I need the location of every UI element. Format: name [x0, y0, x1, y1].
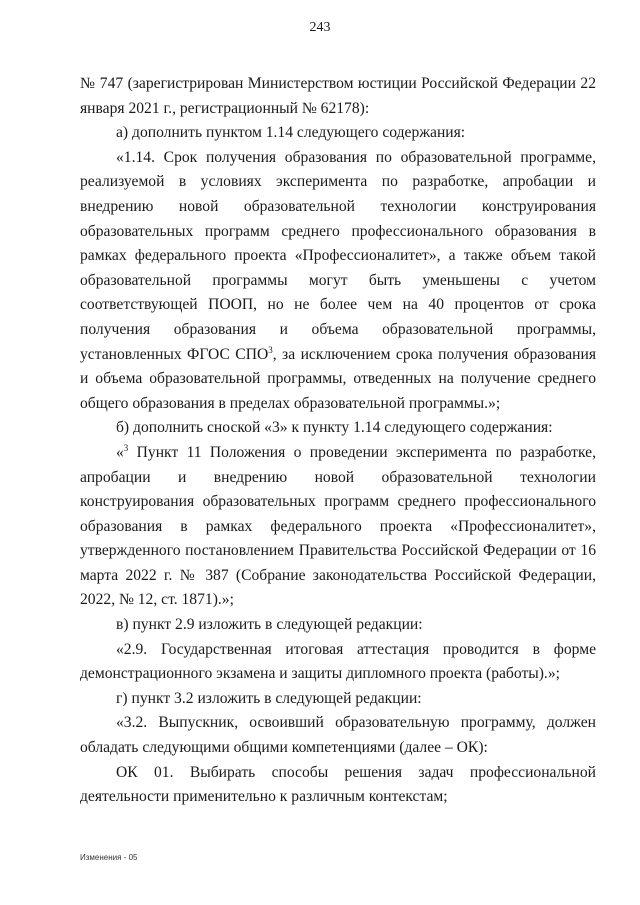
- footnote-mark: 3: [123, 442, 129, 453]
- footer-note: Изменения - 05: [80, 853, 138, 862]
- paragraph-item-g: г) пункт 3.2 изложить в следующей редакции:: [116, 689, 422, 707]
- paragraph-clause-2-9: «2.9. Государственная итоговая аттестация проводится в форме демонстрационного экзамена и защиты дипломного проекта (работы).»;: [80, 640, 596, 683]
- paragraph-ok-01: ОК 01. Выбирать способы решения задач профессиональной деятельности применительно к различным контекстам;: [80, 763, 596, 806]
- page-number: 243: [309, 20, 331, 35]
- footnote-ref: 3: [268, 344, 273, 355]
- paragraph-item-a: а) дополнить пунктом 1.14 следующего содержания:: [116, 124, 466, 142]
- paragraph-clause-1-14: «1.14. Срок получения образования по образовательной программе, реализуемой в условиях эксперимента по разработке, апробации и внедрению новой образовательной технологии конструирования образовательных программ среднего профессионального образования в рамках федерального проекта «Профессионалитет», а также объем такой образовательной программы могут быть уменьшены с учетом соответствующей ПООП, но не более чем на 40 процентов от срока получения образования и объема образовательной программы, установленных ФГОС СПО$^3$, за исключением срока получения образования и объема образовательной программы, отведенных на получение среднего общего образования в пределах образовательной программы.»;: [80, 148, 596, 412]
- paragraph-item-b: б) дополнить сноской «3» к пункту 1.14 следующего содержания:: [116, 419, 553, 437]
- paragraph-footnote-3: «$^3$ Пункт 11 Положения о проведении эксперимента по разработке, апробации и внедрению новой образовательной технологии конструирования образовательных программ среднего профессионального образования в рамках федерального проекта «Профессионалитет», утвержденного постановлением Правительства Российской Федерации от 16 марта 2022 г. № 387 (Собрание законодательства Российской Федерации, 2022, № 12, ст. 1871).»;: [80, 442, 596, 609]
- paragraph-item-v: в) пункт 2.9 изложить в следующей редакции:: [116, 616, 423, 634]
- document-body: [80, 72, 596, 810]
- paragraph-clause-3-2: «3.2. Выпускник, освоивший образовательную программу, должен обладать следующими общими компетенциями (далее – ОК):: [80, 714, 596, 757]
- paragraph-registration: № 747 (зарегистрирован Министерством юстиции Российской Федерации 22 января 2021 г., регистрационный № 62178):: [80, 75, 596, 117]
